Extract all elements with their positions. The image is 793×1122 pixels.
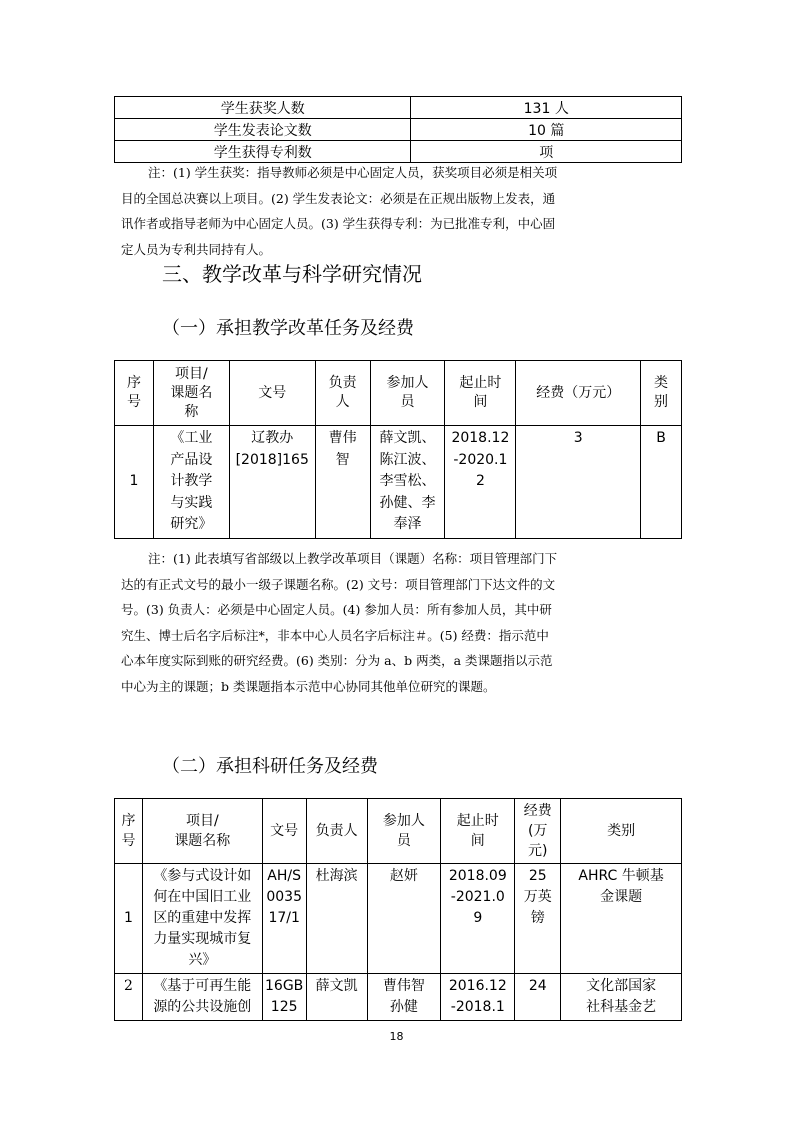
col-header-doc: 文号 (262, 799, 306, 864)
research-table (114, 798, 682, 1021)
table-row (115, 426, 682, 539)
page-number: 18 (389, 1030, 404, 1043)
col-header-doc: 文号 (229, 361, 315, 426)
cell-members: 薛文凯、 陈江波、 李雪松、 孙健、李 奉泽 (370, 426, 445, 539)
subsection-title-teaching: （一）承担教学改革任务及经费 (162, 318, 414, 339)
cell-doc: AH/S 0035 17/1 (262, 864, 306, 974)
cell-name: 《工业 产品设 计教学 与实践 研究》 (153, 426, 229, 539)
cell-category: B (641, 426, 682, 539)
subsection-title-research: （二）承担科研任务及经费 (162, 756, 378, 777)
note-line: 目的全国总决赛以上项目。(2) 学生发表论文：必须是在正规出版物上发表，通 (121, 190, 556, 206)
note-line: 心本年度实际到账的研究经费。(6) 类别：分为 a、b 两类，a 类课题指以示范 (121, 653, 553, 668)
note-line: 讯作者或指导老师为中心固定人员。(3) 学生获得专利：为已批准专利，中心固 (121, 216, 556, 231)
cell-period: 2016.12 -2018.1 (441, 974, 515, 1021)
table-row (115, 974, 682, 1021)
cell-funds: 24 (515, 974, 561, 1021)
table-row (115, 864, 682, 974)
note-line: 注：(1) 学生获奖：指导教师必须是中心固定人员，获奖项目必须是相关项 (148, 165, 558, 180)
cell-members: 赵妍 (367, 864, 441, 974)
cell-seq: 1 (115, 864, 143, 974)
cell-funds: 3 (516, 426, 641, 539)
table-row (115, 97, 682, 119)
table-header-row (115, 361, 682, 426)
teaching-note (121, 546, 674, 699)
cell-period: 2018.12 -2020.1 2 (445, 426, 516, 539)
col-header-seq: 序 号 (115, 361, 154, 426)
stat-value: 10 篇 (411, 119, 682, 141)
cell-funds: 25 万英 镑 (515, 864, 561, 974)
cell-doc: 辽教办 [2018]165 (229, 426, 315, 539)
cell-seq: 1 (115, 426, 154, 539)
teaching-reform-table (114, 360, 682, 539)
col-header-members: 参加人 员 (367, 799, 441, 864)
student-stats-table (114, 96, 682, 163)
col-header-period: 起止时 间 (445, 361, 516, 426)
col-header-period: 起止时 间 (441, 799, 515, 864)
col-header-lead: 负责 人 (315, 361, 370, 426)
cell-name: 《参与式设计如 何在中国旧工业 区的重建中发挥 力量实现城市复 兴》 (142, 864, 262, 974)
table-row (115, 119, 682, 141)
cell-members: 曹伟智 孙健 (367, 974, 441, 1021)
stats-note (121, 160, 674, 262)
col-header-seq: 序 号 (115, 799, 143, 864)
cell-name: 《基于可再生能 源的公共设施创 (142, 974, 262, 1021)
stat-label: 学生获得专利数 (115, 141, 411, 163)
col-header-name: 项目/ 课题名 称 (153, 361, 229, 426)
col-header-category: 类 别 (641, 361, 682, 426)
note-line: 定人员为专利共同持有人。 (121, 241, 272, 257)
cell-category: 文化部国家 社科基金艺 (561, 974, 682, 1021)
stat-value: 131 人 (411, 97, 682, 119)
cell-doc: 16GB 125 (262, 974, 306, 1021)
col-header-name: 项目/ 课题名称 (142, 799, 262, 864)
cell-lead: 杜海滨 (306, 864, 367, 974)
cell-lead: 曹伟 智 (315, 426, 370, 539)
note-line: 中心为主的课题；b 类课题指本示范中心协同其他单位研究的课题。 (121, 678, 496, 694)
note-line: 注：(1) 此表填写省部级以上教学改革项目（课题）名称：项目管理部门下 (148, 551, 558, 566)
stat-label: 学生获奖人数 (115, 97, 411, 119)
note-line: 达的有正式文号的最小一级子课题名称。(2) 文号：项目管理部门下达文件的文 (121, 576, 556, 592)
cell-period: 2018.09 -2021.0 9 (441, 864, 515, 974)
stat-value: 项 (411, 141, 682, 163)
note-line: 究生、博士后名字后标注*，非本中心人员名字后标注＃。(5) 经费：指示范中 (121, 627, 549, 643)
section-title: 三、教学改革与科学研究情况 (162, 262, 422, 286)
cell-seq: 2 (115, 974, 143, 1021)
note-line: 号。(3) 负责人：必须是中心固定人员。(4) 参加人员：所有参加人员，其中研 (121, 602, 552, 617)
col-header-funds: 经费（万元） (516, 361, 641, 426)
col-header-category: 类别 (561, 799, 682, 864)
col-header-funds: 经费 (万 元) (515, 799, 561, 864)
table-header-row (115, 799, 682, 864)
col-header-members: 参加人 员 (370, 361, 445, 426)
stat-label: 学生发表论文数 (115, 119, 411, 141)
col-header-lead: 负责人 (306, 799, 367, 864)
cell-category: AHRC 牛顿基 金课题 (561, 864, 682, 974)
cell-lead: 薛文凯 (306, 974, 367, 1021)
